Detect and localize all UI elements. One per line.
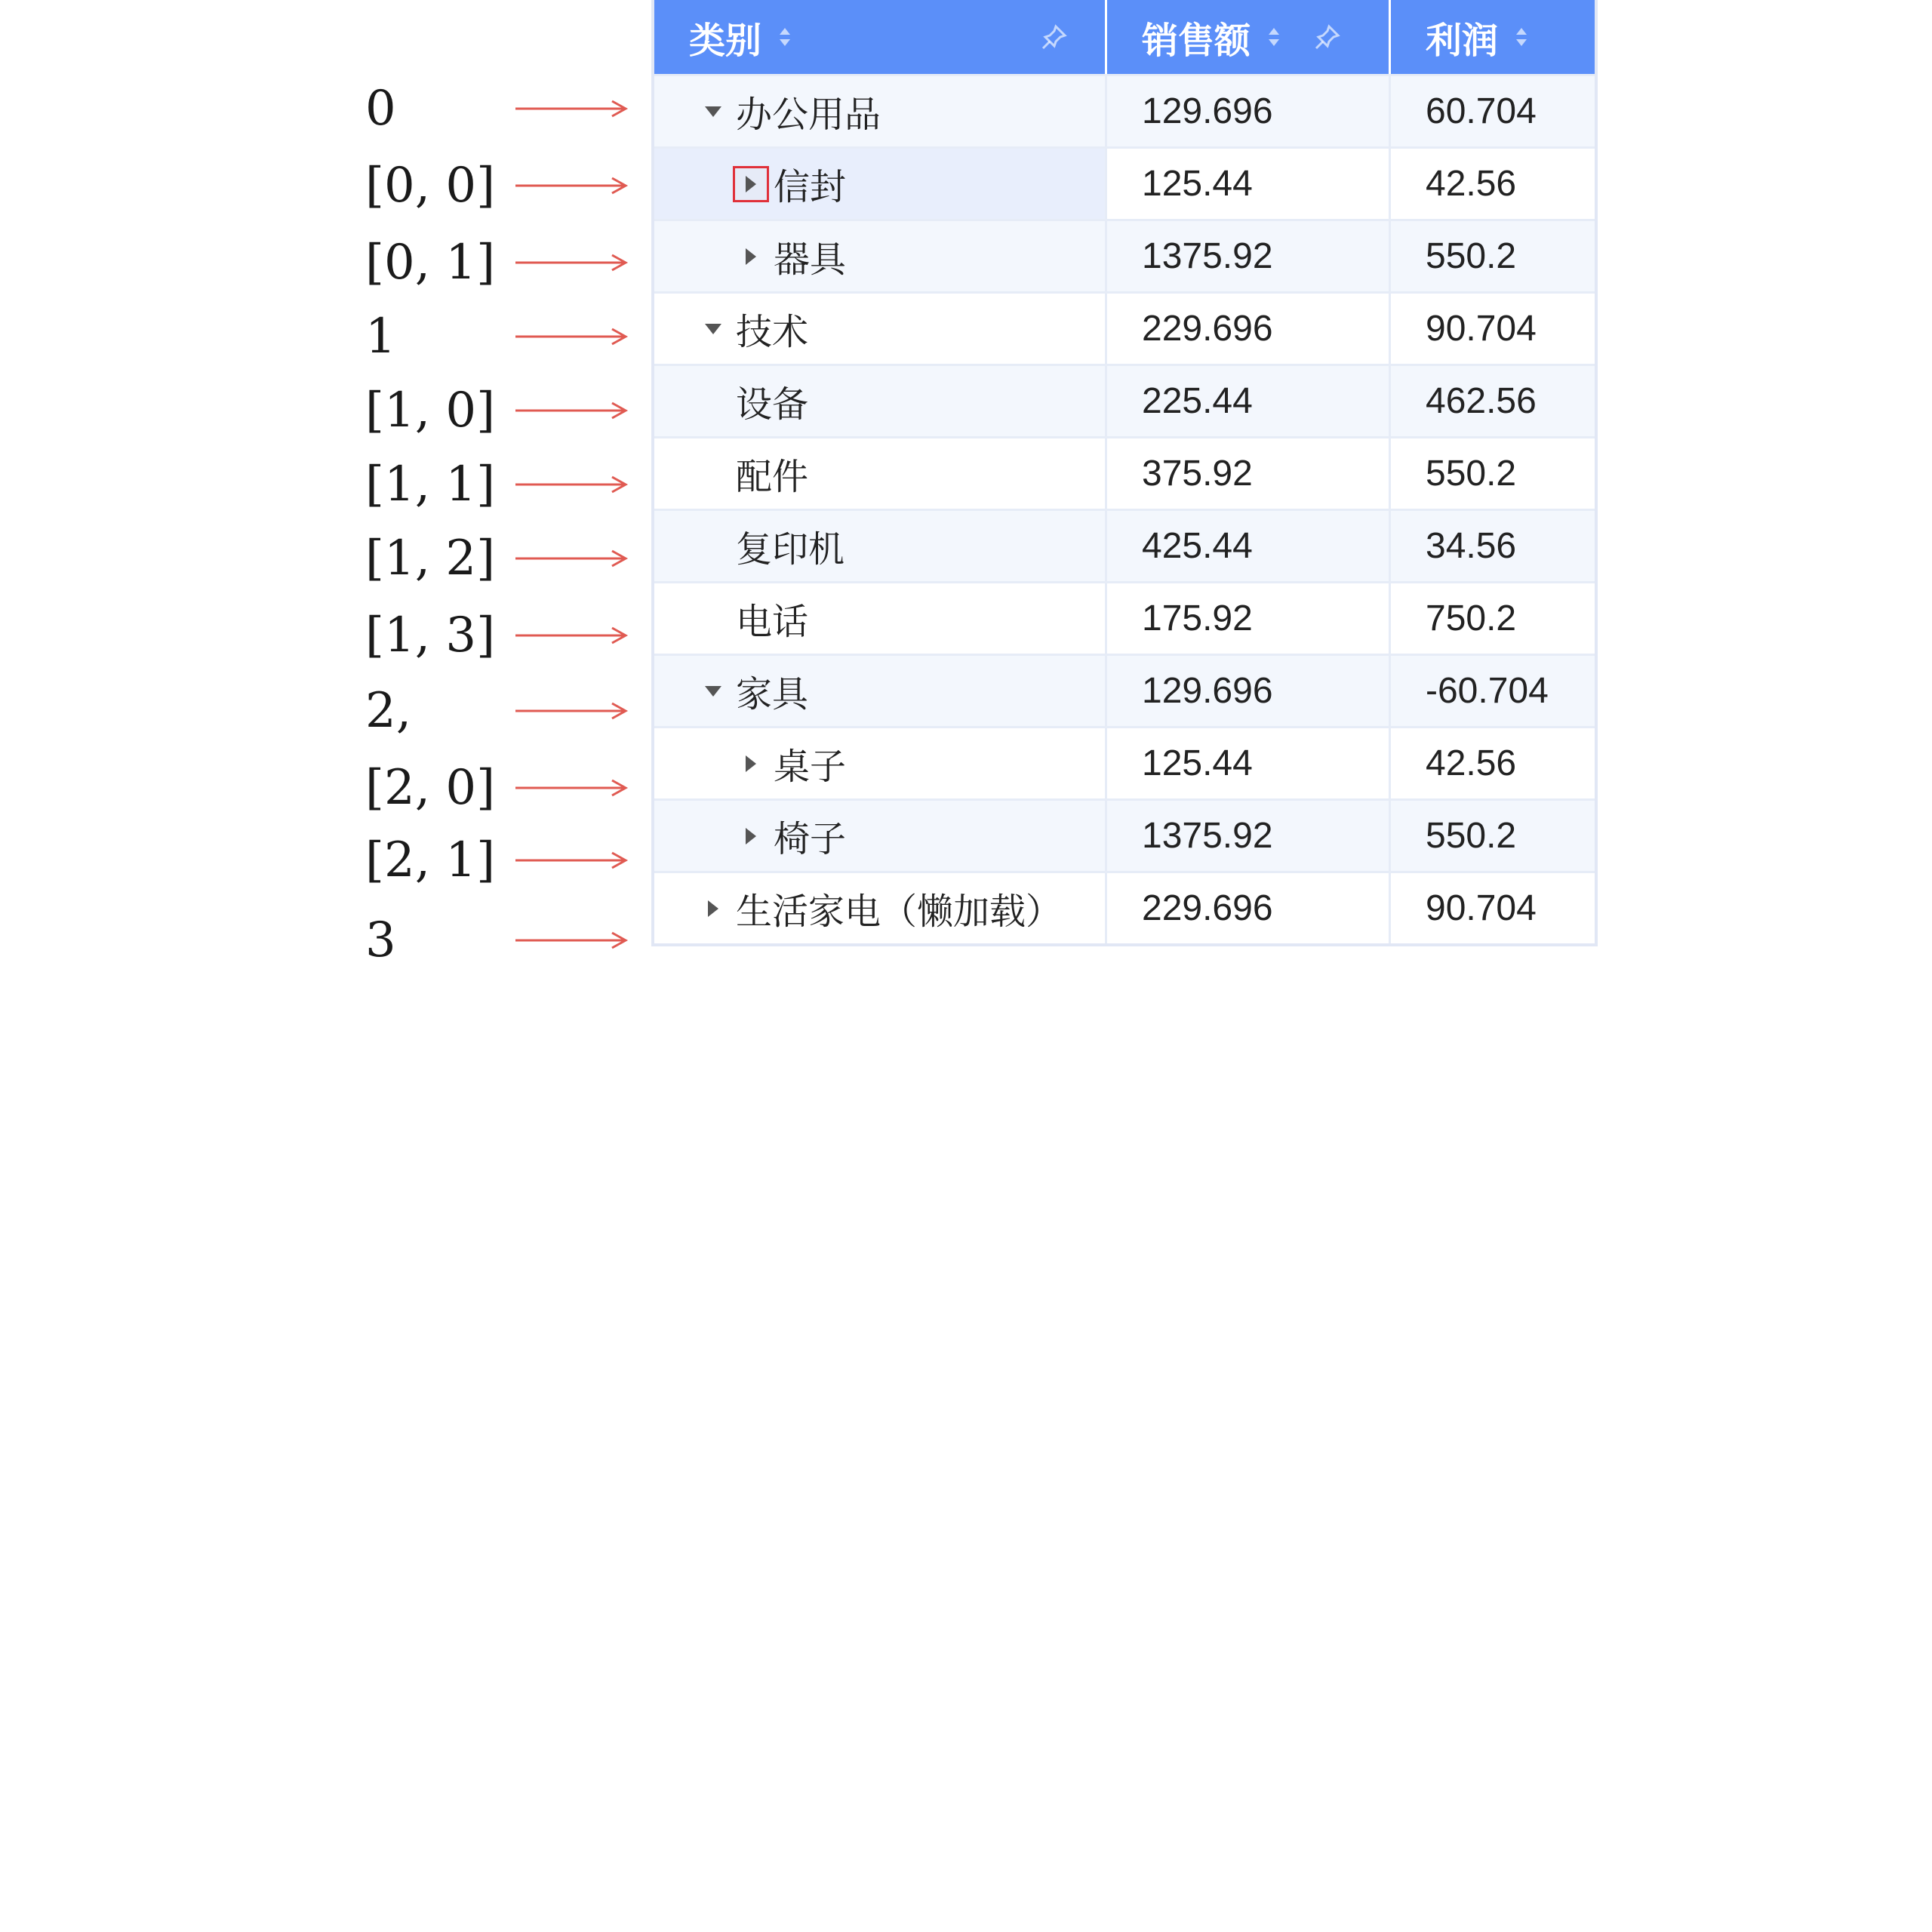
- annotation-row: [0, 374, 649, 447]
- annotation-label: [1, 3]: [365, 608, 496, 663]
- sales-cell: 425.44: [1107, 511, 1391, 581]
- annotation-row: [0, 448, 649, 521]
- category-name: 椅子: [774, 820, 847, 860]
- category-name: 生活家电（懒加载）: [736, 892, 1063, 932]
- right-arrow-icon: [515, 626, 629, 645]
- category-cell: [654, 873, 1107, 943]
- table-row[interactable]: [654, 364, 1595, 436]
- table-row[interactable]: [654, 509, 1595, 581]
- profit-cell: 34.56: [1426, 526, 1517, 566]
- category-cell: [654, 366, 1107, 436]
- right-arrow-icon: [515, 779, 629, 797]
- annotation-row: [0, 824, 649, 897]
- profit-cell: 42.56: [1426, 164, 1517, 204]
- profit-cell: 750.2: [1426, 598, 1517, 638]
- sort-icon[interactable]: [1267, 23, 1281, 51]
- column-header-profit[interactable]: [1391, 0, 1595, 74]
- annotation-label: 1: [365, 309, 396, 365]
- annotation-row: [0, 599, 649, 672]
- table-row[interactable]: [654, 291, 1595, 364]
- profit-cell: 90.704: [1426, 888, 1537, 928]
- collapse-toggle-icon[interactable]: [695, 94, 731, 130]
- right-arrow-icon: [515, 475, 629, 494]
- category-name: 配件: [736, 457, 809, 497]
- sales-cell: 229.696: [1107, 294, 1391, 364]
- annotation-row: [0, 675, 649, 747]
- annotation-row: [0, 226, 649, 299]
- category-name: 电话: [736, 602, 809, 642]
- annotation-label: [0, 1]: [365, 235, 496, 291]
- right-arrow-icon: [515, 254, 629, 272]
- sales-cell: 129.696: [1107, 76, 1391, 146]
- category-name: 办公用品: [736, 95, 881, 135]
- profit-cell: 90.704: [1426, 309, 1537, 349]
- category-cell: [654, 76, 1107, 146]
- sales-cell: 129.696: [1107, 656, 1391, 726]
- annotation-row: [0, 904, 649, 977]
- category-name: 设备: [736, 385, 809, 425]
- category-cell: [654, 149, 1107, 219]
- tree-table: [651, 0, 1598, 946]
- column-header-label: 销售额: [1142, 20, 1251, 61]
- annotation-label: [2, 0]: [365, 760, 496, 816]
- category-cell: [654, 801, 1107, 871]
- expand-toggle-icon[interactable]: [733, 166, 769, 202]
- right-arrow-icon: [515, 851, 629, 869]
- right-arrow-icon: [515, 931, 629, 949]
- table-row[interactable]: [654, 74, 1595, 146]
- category-cell: [654, 294, 1107, 364]
- collapse-toggle-icon[interactable]: [695, 673, 731, 709]
- annotation-label: [0, 0]: [365, 158, 496, 214]
- pin-icon[interactable]: [1039, 22, 1069, 52]
- table-row[interactable]: [654, 871, 1595, 943]
- profit-cell: 550.2: [1426, 236, 1517, 276]
- right-arrow-icon: [515, 401, 629, 420]
- category-name: 桌子: [774, 747, 847, 787]
- sales-cell: 125.44: [1107, 728, 1391, 798]
- column-header-category[interactable]: [654, 0, 1107, 74]
- profit-cell: 462.56: [1426, 381, 1537, 421]
- annotation-row: [0, 72, 649, 145]
- category-cell: [654, 438, 1107, 509]
- annotation-label: [2, 1]: [365, 832, 496, 888]
- expand-toggle-icon[interactable]: [733, 818, 769, 854]
- profit-cell: -60.704: [1426, 671, 1549, 711]
- category-name: 器具: [774, 240, 847, 280]
- annotation-label: [1, 0]: [365, 383, 496, 438]
- table-row[interactable]: [654, 726, 1595, 798]
- sales-cell: 375.92: [1107, 438, 1391, 509]
- annotation-row: [0, 149, 649, 222]
- table-row[interactable]: [654, 654, 1595, 726]
- category-cell: [654, 728, 1107, 798]
- annotation-label: 3: [365, 912, 396, 968]
- annotation-label: [1, 2]: [365, 531, 496, 586]
- right-arrow-icon: [515, 328, 629, 346]
- category-name: 家具: [736, 675, 809, 715]
- collapse-toggle-icon[interactable]: [695, 311, 731, 347]
- expand-toggle-icon[interactable]: [733, 238, 769, 275]
- profit-cell: 550.2: [1426, 454, 1517, 494]
- profit-cell: 60.704: [1426, 91, 1537, 131]
- category-name: 复印机: [736, 530, 845, 570]
- pin-icon[interactable]: [1312, 22, 1343, 52]
- category-cell: [654, 221, 1107, 291]
- column-header-sales[interactable]: [1107, 0, 1391, 74]
- sales-cell: 1375.92: [1107, 221, 1391, 291]
- sales-cell: 229.696: [1107, 873, 1391, 943]
- right-arrow-icon: [515, 100, 629, 118]
- right-arrow-icon: [515, 549, 629, 568]
- expand-toggle-icon[interactable]: [695, 891, 731, 927]
- table-row[interactable]: [654, 219, 1595, 291]
- table-row[interactable]: [654, 436, 1595, 509]
- annotation-row: [0, 300, 649, 373]
- annotation-label: 0: [365, 81, 396, 137]
- sales-cell: 1375.92: [1107, 801, 1391, 871]
- annotation-label: 2,: [365, 683, 412, 739]
- category-name: 技术: [736, 312, 809, 352]
- category-cell: [654, 511, 1107, 581]
- annotation-row: [0, 752, 649, 824]
- expand-toggle-icon[interactable]: [733, 746, 769, 782]
- sales-cell: 175.92: [1107, 583, 1391, 654]
- category-cell: [654, 656, 1107, 726]
- right-arrow-icon: [515, 702, 629, 720]
- sales-cell: 225.44: [1107, 366, 1391, 436]
- sales-cell: 125.44: [1107, 149, 1391, 219]
- table-header: [654, 0, 1595, 74]
- table-row[interactable]: [654, 581, 1595, 654]
- table-row[interactable]: [654, 798, 1595, 871]
- annotation-label: [1, 1]: [365, 457, 496, 512]
- profit-cell: 42.56: [1426, 743, 1517, 783]
- right-arrow-icon: [515, 177, 629, 195]
- sort-icon[interactable]: [1515, 23, 1528, 51]
- sort-icon[interactable]: [778, 23, 792, 51]
- table-row[interactable]: [654, 146, 1595, 219]
- category-name: 信封: [774, 168, 847, 208]
- profit-cell: 550.2: [1426, 816, 1517, 856]
- category-cell: [654, 583, 1107, 654]
- column-header-label: 利润: [1426, 20, 1499, 61]
- annotation-row: [0, 522, 649, 595]
- column-header-label: 类别: [689, 20, 762, 61]
